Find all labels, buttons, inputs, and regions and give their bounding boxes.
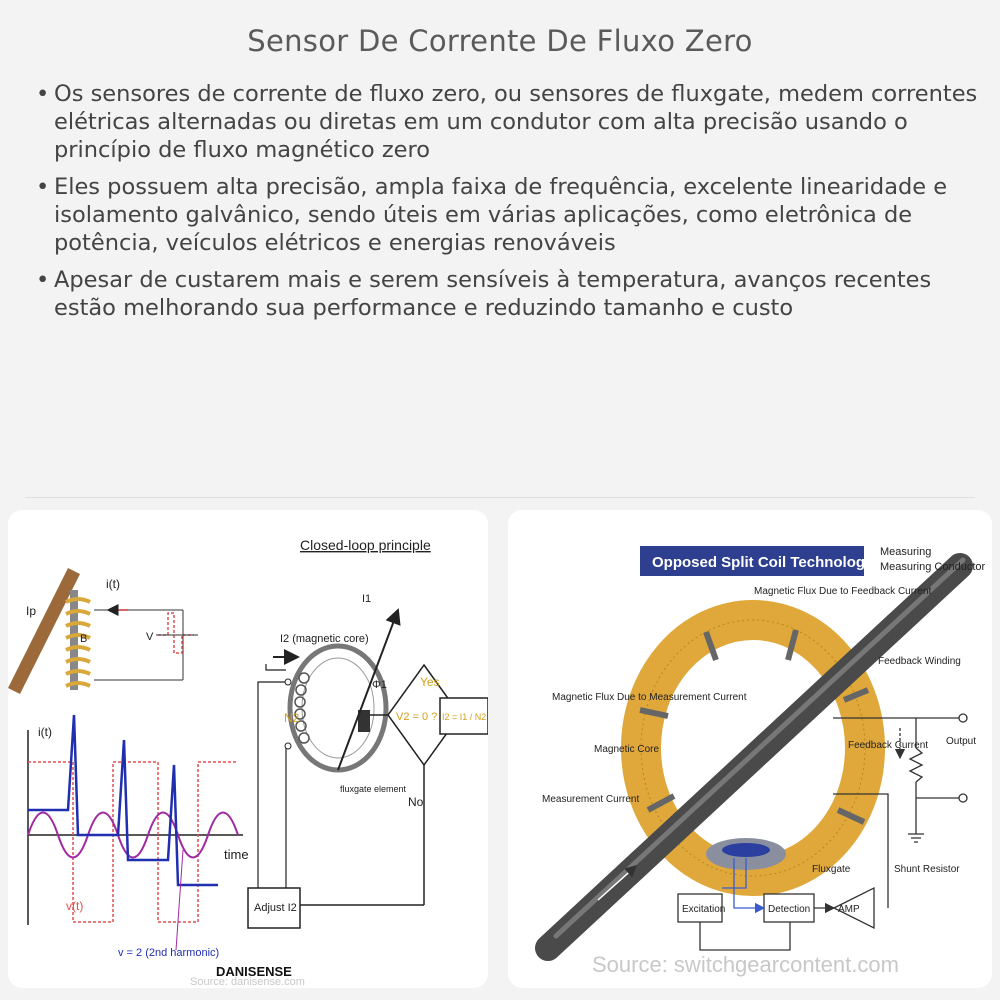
label-vt: v(t): [66, 899, 84, 913]
waveform-plot: [28, 715, 243, 950]
label-n2: N2: [284, 711, 300, 725]
label-fluxgate: Fluxgate: [812, 864, 851, 875]
right-source: Source: switchgearcontent.com: [592, 952, 899, 977]
label-feedback-current: Feedback Current: [848, 740, 929, 751]
label-measurement-current: Measurement Current: [542, 794, 640, 805]
split-coil-diagram: [508, 510, 992, 988]
label-measuring-conductor: Measuring Conductor: [880, 561, 986, 573]
label-flux-feedback: Magnetic Flux Due to Feedback Current: [754, 586, 932, 597]
label-i2: I2 (magnetic core): [280, 633, 369, 645]
label-b: B: [80, 633, 88, 645]
label-detection: Detection: [768, 904, 811, 915]
label-magnetic-core: Magnetic Core: [594, 744, 660, 755]
label-output: Output: [946, 736, 977, 747]
label-flux-measurement: Magnetic Flux Due to Measurement Current: [552, 692, 747, 703]
label-fluxgate-element: fluxgate element: [340, 784, 407, 794]
label-no: No: [408, 795, 424, 809]
closed-loop-diagram: [8, 510, 488, 988]
bullet-text: Eles possuem alta precisão, ampla faixa de frequência, excelente linearidade e isolamento galvânico, sendo úteis em várias aplicações, como eletrônica de potência, veículos elétricos e energias renováveis: [54, 174, 948, 256]
page-title: Sensor De Corrente De Fluxo Zero: [247, 24, 753, 58]
bullet-text: Os sensores de corrente de fluxo zero, ou sensores de fluxgate, medem correntes elétricas alternadas ou diretas em um condutor com alta precisão usando o princípio de fluxo magnético zero: [54, 81, 978, 163]
danisense-logo: DANISENSE: [216, 964, 292, 979]
label-it: i(t): [106, 577, 120, 591]
label-v: V: [146, 631, 154, 643]
closed-loop-figure: [8, 510, 488, 988]
label-ip: Ip: [26, 604, 37, 618]
left-source: Source: danisense.com: [190, 976, 305, 988]
bullet-text: Apesar de custarem mais e serem sensíveis à temperatura, avanços recentes estão melhorando sua performance e reduzindo tamanho e custo: [54, 267, 932, 321]
label-decision: V2 = 0 ?: [396, 711, 438, 723]
bullet-item: • Apesar de custarem mais e serem sensíveis à temperatura, avanços recentes estão melhorando sua performance e reduzindo tamanho e custo: [36, 267, 932, 321]
label-result: I2 = I1 / N2: [442, 712, 487, 722]
heading-closed-loop: Closed-loop principle: [300, 537, 431, 553]
section-divider: [25, 497, 975, 498]
label-excitation: Excitation: [682, 904, 726, 915]
bullet-item: • Os sensores de corrente de fluxo zero, ou sensores de fluxgate, medem correntes elétricas alternadas ou diretas em um condutor com alta precisão usando o princípio de fluxo magnético zero: [36, 81, 978, 163]
label-measuring-line1: Measuring: [880, 546, 932, 558]
label-phi: Φ1: [372, 679, 387, 691]
label-amp: AMP: [838, 904, 860, 915]
label-it-plot: i(t): [38, 725, 52, 739]
bullet-item: • Eles possuem alta precisão, ampla faixa de frequência, excelente linearidade e isolamento galvânico, sendo úteis em várias aplicações, como eletrônica de potência, veículos elétricos e energias renováveis: [36, 174, 948, 256]
heading-split-coil: Opposed Split Coil Technology: [652, 554, 874, 571]
label-yes: Yes: [420, 675, 440, 689]
split-coil-figure: [508, 510, 992, 988]
label-time: time: [224, 847, 249, 862]
label-shunt-resistor: Shunt Resistor: [894, 864, 960, 875]
label-harmonic: v = 2 (2nd harmonic): [118, 947, 220, 959]
closed-loop-circuit: [248, 610, 488, 928]
label-feedback-winding: Feedback Winding: [878, 656, 961, 667]
label-adjust: Adjust I2: [254, 902, 297, 914]
bullet-list: [30, 80, 980, 331]
conductor-bar: [8, 568, 183, 694]
small-pulse-trace: [158, 613, 194, 653]
label-i1: I1: [362, 593, 372, 605]
